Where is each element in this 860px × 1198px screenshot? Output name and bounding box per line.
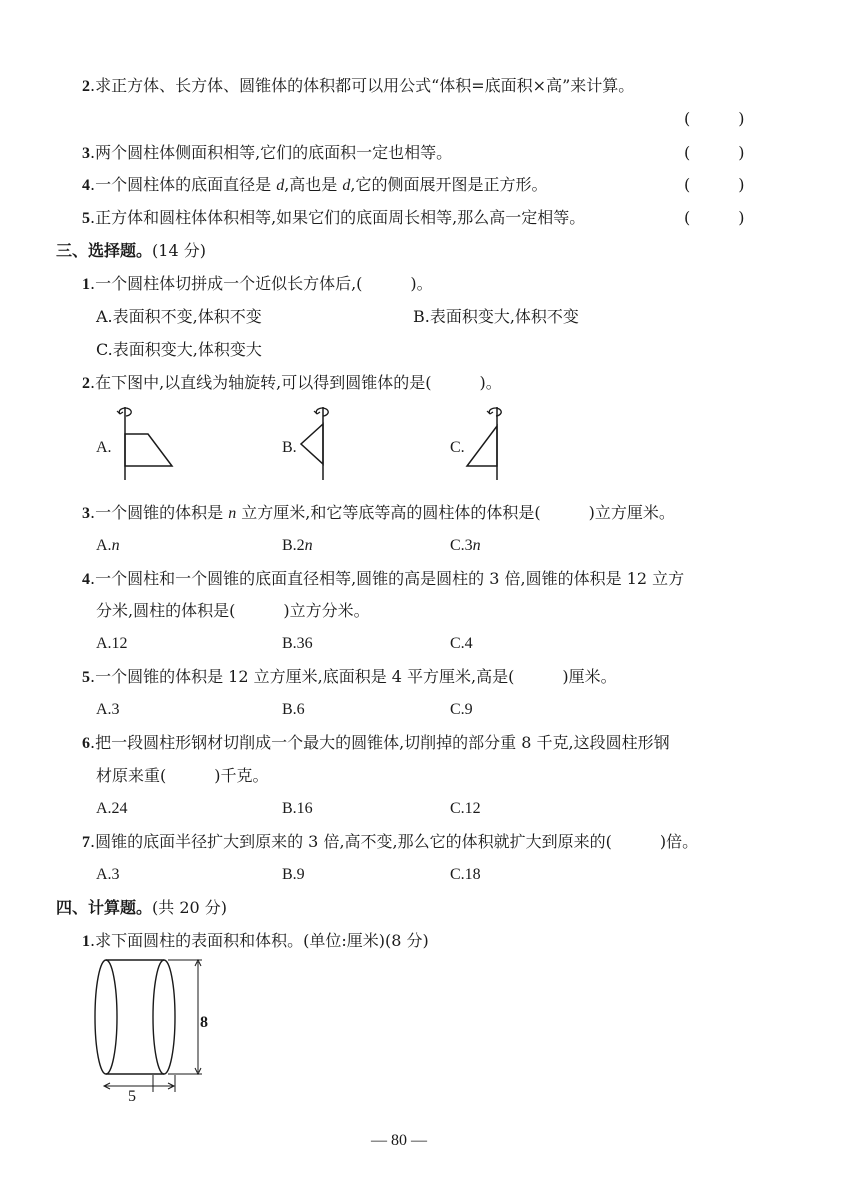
question-text: .一个圆柱体的底面直径是 (90, 175, 272, 194)
option-c[interactable]: C.12 (450, 800, 481, 817)
option-a[interactable]: A.表面积不变,体积不变 (96, 307, 262, 326)
choice-q2 (82, 372, 502, 395)
section-title: 四、计算题。 (56, 898, 153, 917)
judge-q5 (82, 207, 585, 230)
option-c[interactable]: C.4 (450, 635, 473, 652)
answer-paren[interactable]: ( ) (684, 175, 745, 194)
question-text: .一个圆锥的体积是 (90, 503, 224, 522)
section-3-heading (56, 240, 206, 262)
option-b[interactable]: B.表面积变大,体积不变 (413, 307, 579, 326)
option-b[interactable]: B.2n (282, 537, 313, 554)
option-c[interactable]: C.3n (450, 537, 481, 554)
question-number: 1 (82, 276, 90, 293)
question-text: .一个圆柱和一个圆锥的底面直径相等,圆锥的高是圆柱的 3 倍,圆锥的体积是 12 立方 (90, 569, 685, 588)
question-text: .求正方体、长方体、圆锥体的体积都可以用公式“体积=底面积×高”来计算。 (90, 76, 635, 95)
question-text: .一个圆柱体切拼成一个近似长方体后,( )。 (90, 274, 433, 293)
option-c[interactable]: C.9 (450, 701, 473, 718)
variable-d: d (342, 177, 351, 194)
question-number: 1 (82, 933, 90, 950)
width-label: 5 (128, 1088, 136, 1105)
choice-q4 (82, 568, 684, 591)
choice-q1 (82, 273, 433, 296)
figure-triangle-right-rotation (462, 402, 512, 482)
question-number: 2 (82, 375, 90, 392)
variable-n: n (228, 505, 237, 522)
cylinder-right-base (153, 960, 175, 1074)
question-number: 4 (82, 177, 90, 194)
question-text-cont: 分米,圆柱的体积是( )立方分米。 (96, 601, 370, 620)
arrowhead-icon (314, 411, 320, 414)
option-a[interactable]: A.3 (96, 701, 120, 718)
judge-q3 (82, 142, 452, 165)
question-text: ,高也是 (284, 175, 338, 194)
answer-paren[interactable]: ( ) (684, 208, 745, 227)
answer-paren[interactable]: ( ) (684, 109, 745, 128)
page-number: — 80 — (371, 1132, 427, 1149)
arrowhead-icon (487, 411, 493, 414)
question-text: 立方厘米,和它等底等高的圆柱体的体积是( )立方厘米。 (241, 503, 675, 522)
option-b[interactable]: B.6 (282, 701, 305, 718)
question-text: .两个圆柱体侧面积相等,它们的底面积一定也相等。 (90, 143, 453, 162)
calc-q1 (82, 930, 429, 953)
question-text: .把一段圆柱形钢材切削成一个最大的圆锥体,切削掉的部分重 8 千克,这段圆柱形钢 (90, 733, 670, 752)
option-b[interactable]: B.16 (282, 800, 313, 817)
variable-d: d (276, 177, 285, 194)
option-b[interactable]: B.36 (282, 635, 313, 652)
choice-q7 (82, 831, 698, 854)
question-text: .一个圆锥的体积是 12 立方厘米,底面积是 4 平方厘米,高是( )厘米。 (90, 667, 617, 686)
cylinder-figure (90, 955, 230, 1095)
option-c[interactable]: C.18 (450, 866, 481, 883)
triangle-shape (467, 426, 497, 466)
option-a[interactable]: A.12 (96, 635, 128, 652)
rotation-arrow-icon (489, 408, 501, 416)
question-number: 7 (82, 834, 90, 851)
choice-q3 (82, 502, 675, 525)
section-title: 三、选择题。 (56, 241, 153, 260)
judge-q2 (82, 75, 634, 98)
arrowhead-icon (117, 411, 123, 414)
option-a[interactable]: A.n (96, 537, 120, 554)
question-number: 3 (82, 505, 90, 522)
option-a[interactable]: A.24 (96, 800, 128, 817)
judge-q4 (82, 174, 547, 197)
answer-paren[interactable]: ( ) (684, 143, 745, 162)
option-c[interactable]: C.表面积变大,体积变大 (96, 340, 262, 359)
option-b[interactable]: B.9 (282, 866, 305, 883)
option-c[interactable]: C. (450, 439, 465, 456)
question-text: ,它的侧面展开图是正方形。 (350, 175, 548, 194)
triangle-shape (301, 424, 323, 464)
section-score: (共 20 分) (152, 898, 228, 917)
question-number: 2 (82, 78, 90, 95)
question-number: 3 (82, 145, 90, 162)
question-number: 6 (82, 735, 90, 752)
question-text: .在下图中,以直线为轴旋转,可以得到圆锥体的是( )。 (90, 373, 502, 392)
choice-q6 (82, 732, 670, 755)
question-text: .圆锥的底面半径扩大到原来的 3 倍,高不变,那么它的体积就扩大到原来的( )倍。 (90, 832, 699, 851)
question-text: .求下面圆柱的表面积和体积。(单位:厘米)(8 分) (90, 931, 429, 950)
question-number: 5 (82, 210, 90, 227)
rotation-arrow-icon (316, 408, 328, 416)
option-b[interactable]: B. (282, 439, 297, 456)
question-text-cont: 材原来重( )千克。 (96, 766, 269, 785)
option-a[interactable]: A.3 (96, 866, 120, 883)
choice-q5 (82, 666, 617, 689)
figure-triangle-left-rotation (295, 402, 345, 482)
question-number: 4 (82, 571, 90, 588)
height-label: 8 (200, 1014, 208, 1031)
option-a[interactable]: A. (96, 439, 112, 456)
trapezoid-shape (125, 434, 172, 466)
section-4-heading (56, 897, 227, 919)
question-number: 5 (82, 669, 90, 686)
section-score: (14 分) (152, 241, 206, 260)
cylinder-left-base (95, 960, 117, 1074)
figure-trapezoid-rotation (112, 402, 182, 482)
question-text: .正方体和圆柱体体积相等,如果它们的底面周长相等,那么高一定相等。 (90, 208, 586, 227)
